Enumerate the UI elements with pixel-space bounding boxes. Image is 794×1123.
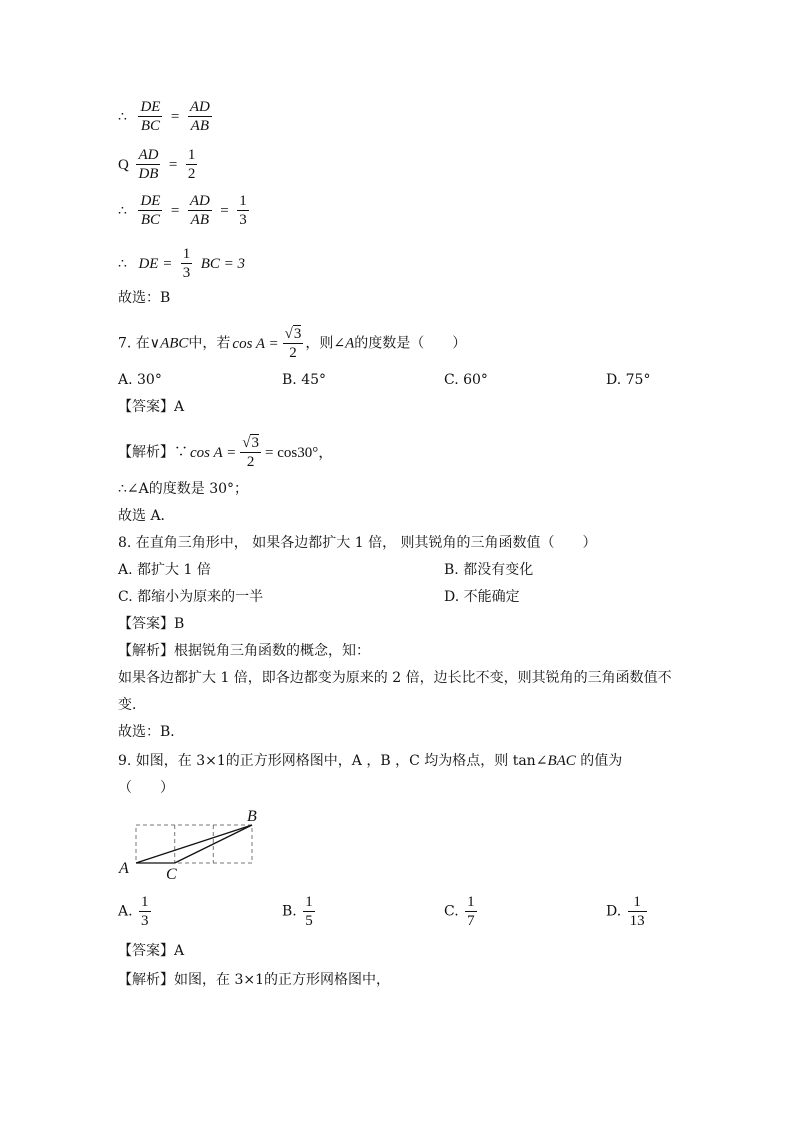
therefore-symbol: ∴ — [118, 108, 127, 125]
denominator: DB — [138, 166, 159, 182]
equals: = — [220, 202, 229, 219]
q8-stem: 8. 在直角三角形中， 如果各边都扩大 1 倍， 则其锐角的三角函数值（ ） — [118, 535, 597, 551]
option-letter: A. — [118, 903, 133, 920]
denominator: 3 — [182, 265, 191, 281]
q7-choose: 故选 A． — [118, 508, 175, 524]
grid-figure — [114, 805, 274, 885]
numerator: 1 — [187, 147, 196, 163]
q7-cos-a: cos A = — [232, 335, 279, 352]
cos30-rhs: = cos30°， — [264, 444, 334, 461]
q7-option-d[interactable]: D. 75° — [606, 372, 651, 388]
denominator: 7 — [467, 913, 475, 929]
q7-fraction-sqrt3-2 — [283, 325, 304, 362]
option-fraction — [303, 893, 315, 930]
option-letter: B. — [282, 903, 297, 920]
fraction-ad-db — [136, 146, 160, 183]
eq-line-3 — [118, 192, 251, 229]
q8-choose: 故选：B． — [118, 724, 185, 740]
eq-line-1 — [118, 98, 214, 135]
denominator: 2 — [289, 345, 297, 361]
radicand: 3 — [251, 435, 259, 451]
segment-ab — [136, 825, 252, 863]
q9-angle-bac: BAC — [547, 753, 576, 769]
therefore-symbol: ∴ — [118, 255, 127, 272]
q7-tail: 的度数是（ ） — [354, 335, 467, 352]
q7-stem — [118, 325, 466, 362]
fraction-sqrt3-2 — [240, 434, 261, 471]
fraction-ad-ab — [188, 98, 212, 135]
denominator: 3 — [141, 913, 149, 929]
q9-paren: （ ） — [118, 780, 174, 796]
numerator: 1 — [628, 893, 647, 912]
point-label-c: C — [166, 866, 177, 883]
q9-stem-b: 的值为 — [575, 753, 623, 769]
segment-cb — [175, 825, 252, 863]
point-label-b: B — [247, 808, 257, 825]
q7-option-a[interactable]: A. 30° — [118, 372, 162, 388]
denominator: BC — [140, 118, 161, 134]
fraction-1-3 — [237, 192, 249, 229]
q7-mid: 中，若 — [188, 335, 231, 352]
equals: = — [170, 202, 180, 219]
denominator: 2 — [187, 166, 196, 182]
q8-analysis-line3: 变． — [118, 697, 146, 713]
numerator: DE — [140, 193, 161, 209]
q9-option-a[interactable] — [118, 893, 153, 930]
q9-stem — [118, 751, 622, 771]
numerator: 1 — [467, 894, 475, 910]
q9-answer: 【答案】A — [118, 943, 185, 959]
analysis-label: 【解析】∵ — [118, 444, 188, 461]
numerator: AD — [189, 193, 210, 209]
option-fraction — [628, 893, 647, 930]
numerator: √3 — [284, 326, 302, 342]
option-fraction — [465, 893, 477, 930]
cos-a: cos A = — [190, 444, 237, 461]
q9-option-d[interactable] — [606, 893, 649, 930]
denominator: AB — [190, 118, 209, 134]
fraction-1-2 — [186, 146, 198, 183]
therefore-symbol: ∴ — [118, 202, 127, 219]
fraction-ad-ab — [188, 192, 212, 229]
q7-angle-a: A — [345, 335, 355, 352]
option-fraction — [139, 893, 151, 930]
fraction-de-bc — [138, 98, 162, 135]
because-symbol: Q — [118, 156, 129, 173]
q8-option-a[interactable]: A. 都扩大 1 倍 — [118, 562, 211, 578]
q7-triangle: ABC — [160, 335, 189, 352]
denominator: 5 — [305, 913, 313, 929]
numerator: 1 — [141, 894, 149, 910]
denominator: BC — [140, 212, 161, 228]
denominator: 13 — [629, 913, 645, 929]
option-letter: D. — [606, 903, 622, 920]
bc-equals-3: BC = 3 — [200, 255, 246, 272]
fraction-1-3 — [181, 245, 193, 282]
q7-option-b[interactable]: B. 45° — [282, 372, 327, 388]
numerator: AD — [189, 99, 210, 115]
de-equals: DE = — [138, 255, 173, 272]
numerator: 1 — [305, 894, 313, 910]
q9-option-b[interactable] — [282, 893, 317, 930]
q7-option-c[interactable]: C. 60° — [444, 372, 488, 388]
q8-option-d[interactable]: D. 不能确定 — [444, 589, 520, 605]
equals: = — [170, 108, 180, 125]
q7-analysis-line2: ∴∠A的度数是 30°； — [118, 481, 249, 497]
eq-line-4 — [118, 245, 247, 282]
choose-b-line: 故选：B — [118, 290, 171, 306]
q9-analysis: 【解析】如图，在 3×1的正方形网格图中， — [118, 972, 390, 988]
numerator: DE — [140, 99, 161, 115]
q9-option-c[interactable] — [444, 893, 479, 930]
q8-analysis-line2: 如果各边都扩大 1 倍，即各边都变为原来的 2 倍，边长比不变，则其锐角的三角函数值不 — [118, 670, 672, 686]
option-letter: C. — [444, 903, 459, 920]
denominator: 3 — [239, 212, 247, 228]
q8-analysis-line1: 【解析】根据锐角三角函数的概念，知： — [118, 643, 370, 659]
denominator: 2 — [246, 454, 255, 470]
q8-answer: 【答案】B — [118, 616, 185, 632]
q8-option-c[interactable]: C. 都缩小为原来的一半 — [118, 589, 264, 605]
numerator: 1 — [182, 246, 191, 262]
q7-answer: 【答案】A — [118, 399, 185, 415]
q9-stem-a: 9. 如图，在 3×1的正方形网格图中，A ，B ，C 均为格点，则 tan∠ — [118, 753, 548, 769]
q7-suffix: ，则∠ — [305, 335, 346, 352]
q7-prefix: 7. 在∨ — [118, 335, 161, 352]
q8-option-b[interactable]: B. 都没有变化 — [444, 562, 534, 578]
denominator: AB — [190, 212, 209, 228]
numerator: AD — [138, 147, 159, 163]
point-label-a: A — [119, 860, 129, 877]
eq-line-2 — [118, 146, 199, 183]
radicand: 3 — [293, 326, 302, 342]
numerator: 1 — [239, 193, 247, 209]
equals: = — [168, 156, 178, 173]
q7-analysis — [118, 434, 335, 471]
fraction-de-bc — [138, 192, 162, 229]
numerator: √3 — [242, 435, 259, 451]
